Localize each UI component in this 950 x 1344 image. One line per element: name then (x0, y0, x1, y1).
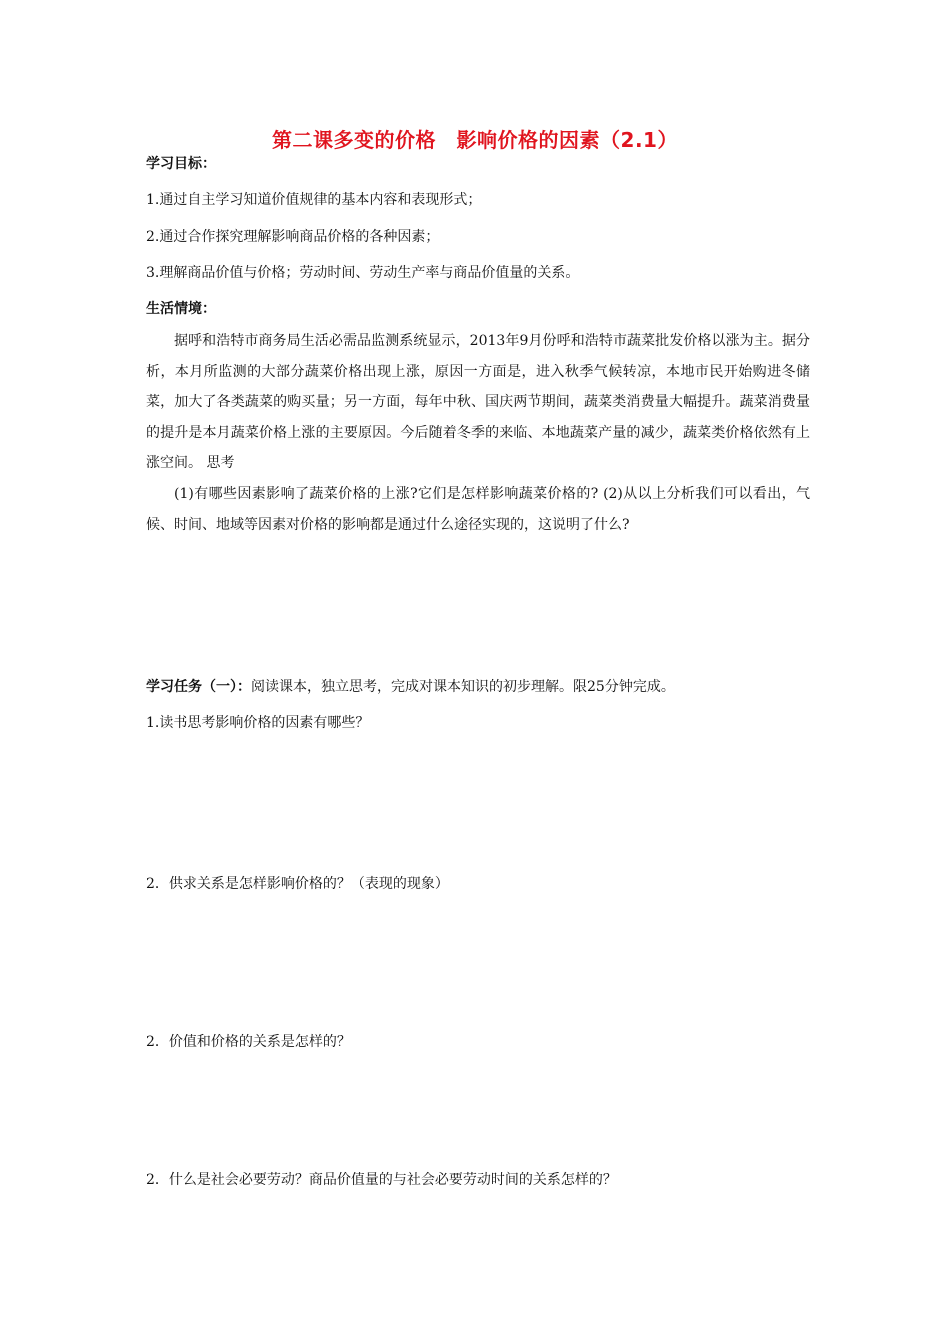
learning-goals-heading: 学习目标： (146, 156, 216, 172)
learning-task-line (146, 676, 675, 696)
life-context-text (146, 326, 810, 540)
task-question-4: 2．什么是社会必要劳动？商品价值量的与社会必要劳动时间的关系怎样的？ (146, 1172, 617, 1188)
context-questions: (1)有哪些因素影响了蔬菜价格的上涨?它们是怎样影响蔬菜价格的? (2)从以上分析我们可以看出，气候、时间、地域等因素对价格的影响都是通过什么途径实现的，这说明了什么? (146, 485, 810, 533)
context-paragraph: 据呼和浩特市商务局生活必需品监测系统显示，2013年9月份呼和浩特市蔬菜批发价格以涨为主。据分析，本月所监测的大部分蔬菜价格出现上涨，原因一方面是，进入秋季气候转凉，本地市民开始购进冬储菜，加大了各类蔬菜的购买量；另一方面，每年中秋、国庆两节期间，蔬菜类消费量大幅提升。蔬菜消费量的提升是本月蔬菜价格上涨的主要原因。今后随着冬季的来临、本地蔬菜产量的减少，蔬菜类价格依然有上涨空间。 思考 (146, 333, 810, 472)
goal-item-1: 1.通过自主学习知道价值规律的基本内容和表现形式； (146, 192, 482, 208)
task-question-2: 2．供求关系是怎样影响价格的？（表现的现象） (146, 876, 449, 892)
task-question-1: 1.读书思考影响价格的因素有哪些？ (146, 715, 370, 731)
document-title: 第二课多变的价格 影响价格的因素（2.1） (272, 128, 678, 152)
learning-task-instruction: 阅读课本，独立思考，完成对课本知识的初步理解。限25分钟完成。 (251, 679, 675, 695)
goal-item-2: 2.通过合作探究理解影响商品价格的各种因素； (146, 229, 440, 245)
task-question-3: 2．价值和价格的关系是怎样的？ (146, 1034, 351, 1050)
goal-item-3: 3.理解商品价值与价格；劳动时间、劳动生产率与商品价值量的关系。 (146, 265, 580, 281)
learning-task-heading: 学习任务（一）： (146, 679, 251, 695)
life-context-heading: 生活情境： (146, 301, 216, 317)
